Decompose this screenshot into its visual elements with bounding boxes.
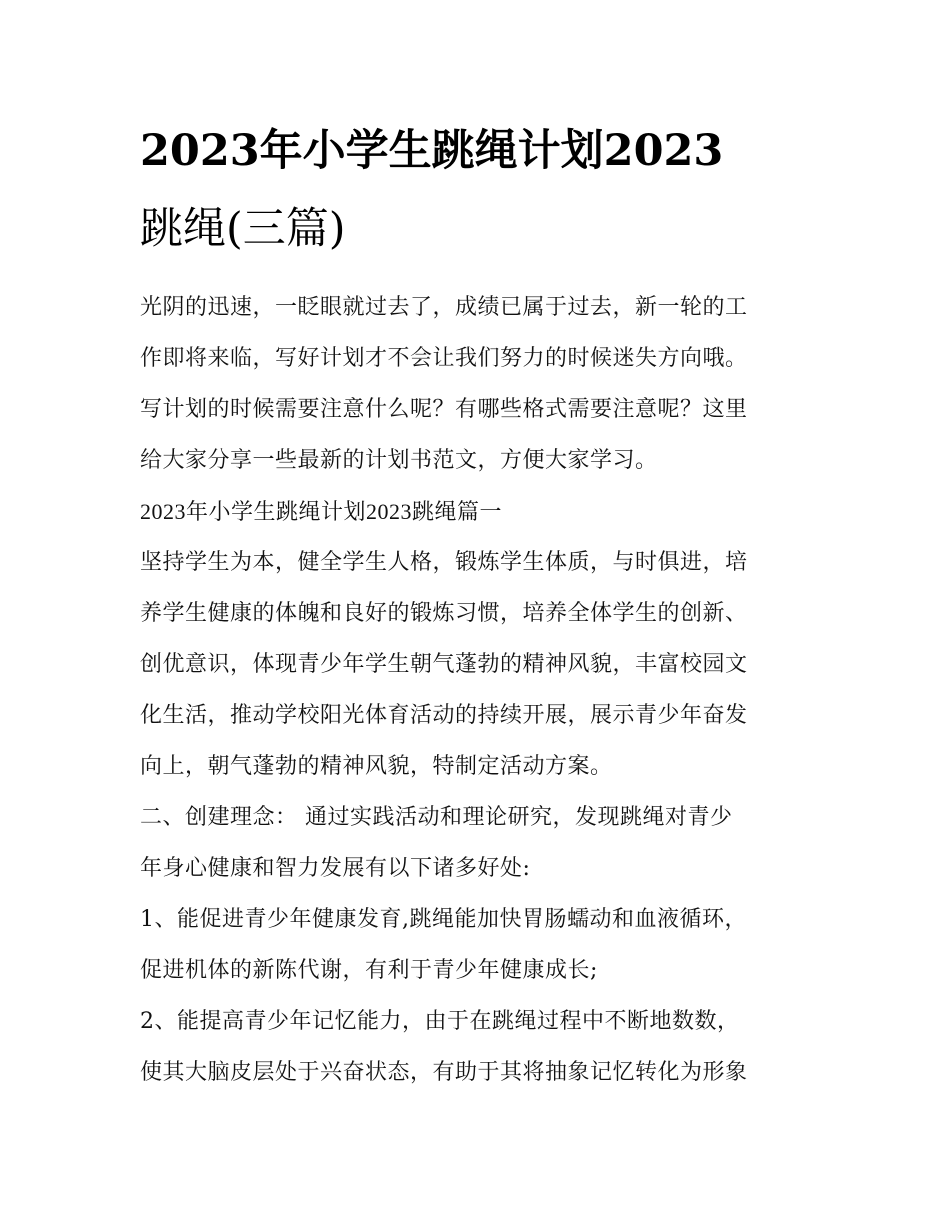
text-line: 坚持学生为本，健全学生人格，锻炼学生体质，与时俱进，培 xyxy=(140,550,748,575)
intro-paragraph xyxy=(140,282,820,486)
document-body xyxy=(140,282,820,1098)
text-line: 1、能促进青少年健康发育,跳绳能加快胃肠蠕动和血液循环， xyxy=(140,907,747,932)
text-line: 养学生健康的体魄和良好的锻炼习惯，培养全体学生的创新、 xyxy=(140,601,748,626)
text-line: 创优意识，体现青少年学生朝气蓬勃的精神风貌，丰富校园文 xyxy=(140,652,748,677)
paragraph-1 xyxy=(140,537,820,792)
section-heading-text: 2023年小学生跳绳计划2023跳绳篇一 xyxy=(140,499,503,524)
document-content xyxy=(140,112,820,1098)
section-heading xyxy=(140,486,820,537)
text-line: 二、创建理念： 通过实践活动和理论研究，发现跳绳对青少 xyxy=(140,805,733,830)
document-title xyxy=(140,112,820,268)
paragraph-3 xyxy=(140,894,820,996)
text-line: 化生活，推动学校阳光体育活动的持续开展，展示青少年奋发 xyxy=(140,703,748,728)
title-line-2: 跳绳(三篇) xyxy=(140,204,346,254)
paragraph-2 xyxy=(140,792,820,894)
text-line: 使其大脑皮层处于兴奋状态，有助于其将抽象记忆转化为形象 xyxy=(140,1060,748,1085)
text-line: 促进机体的新陈代谢，有利于青少年健康成长; xyxy=(140,958,598,983)
text-line: 写计划的时候需要注意什么呢？有哪些格式需要注意呢？这里 xyxy=(140,397,748,422)
text-line: 光阴的迅速，一眨眼就过去了，成绩已属于过去，新一轮的工 xyxy=(140,295,748,320)
text-line: 作即将来临，写好计划才不会让我们努力的时候迷失方向哦。 xyxy=(140,346,748,371)
paragraph-4 xyxy=(140,996,820,1098)
text-line: 年身心健康和智力发展有以下诸多好处: xyxy=(140,856,531,881)
text-line: 给大家分享一些最新的计划书范文，方便大家学习。 xyxy=(140,448,658,473)
text-line: 2、能提高青少年记忆能力，由于在跳绳过程中不断地数数， xyxy=(140,1009,740,1034)
text-line: 向上，朝气蓬勃的精神风貌，特制定活动方案。 xyxy=(140,754,613,779)
title-line-1: 2023年小学生跳绳计划2023 xyxy=(140,126,724,176)
